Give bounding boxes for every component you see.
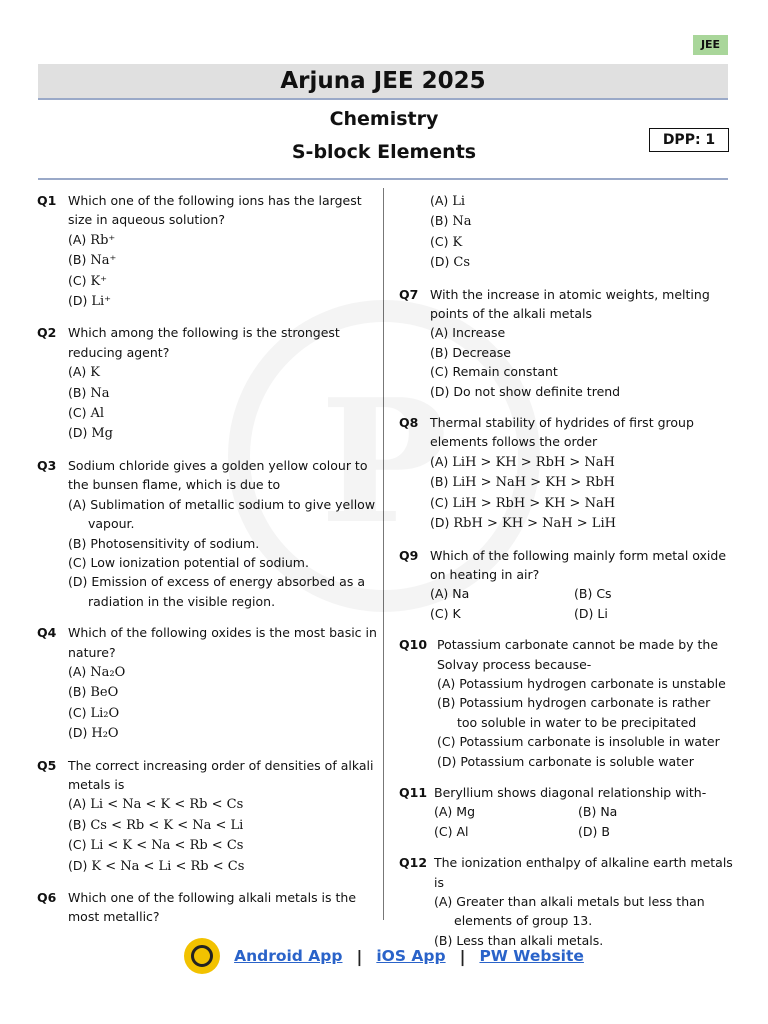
question-text: Which of the following oxides is the most basic in nature?: [68, 625, 377, 660]
option: (B) Potassium hydrogen carbonate is rather too soluble in water to be precipitated: [437, 695, 711, 730]
option: (D) Potassium carbonate is soluble water: [437, 753, 694, 769]
question-text: Which one of the following alkali metals is the most metallic?: [68, 890, 357, 925]
option: (C) Low ionization potential of sodium.: [68, 554, 309, 570]
option: (D) Cs: [430, 254, 470, 271]
option: (C) Al: [68, 405, 105, 422]
question-number: Q10: [399, 637, 428, 653]
option: (D) Li⁺: [68, 293, 112, 310]
option: (B) Less than alkali metals.: [434, 932, 604, 948]
option: (A) Greater than alkali metals but less than elements of group 13.: [434, 894, 705, 929]
customer-service-logo-icon: [184, 938, 220, 974]
option: (B) Photosensitivity of sodium.: [68, 535, 260, 551]
option: (D) K < Na < Li < Rb < Cs: [68, 857, 245, 874]
option: (C) Al: [434, 823, 469, 839]
question-q4: [37, 623, 377, 743]
option: (A) Li < Na < K < Rb < Cs: [68, 796, 244, 813]
option: (A) Li: [430, 193, 466, 209]
question-number: Q8: [399, 415, 419, 431]
option: (C) Potassium carbonate is insoluble in water: [437, 734, 720, 750]
question-number: Q1: [37, 193, 57, 208]
exam-badge: JEE: [693, 35, 728, 55]
separator: |: [356, 946, 363, 966]
option: (A) Increase: [430, 325, 506, 341]
ios-app-link[interactable]: iOS App: [376, 947, 446, 965]
header-divider: [38, 178, 728, 180]
option: (B) Cs < Rb < K < Na < Li: [68, 816, 244, 833]
question-q6: [37, 888, 377, 927]
option: (B) Na: [578, 804, 618, 820]
option: (B) Na: [430, 213, 472, 230]
question-text: The correct increasing order of densities of alkali metals is: [68, 757, 374, 792]
dpp-label: DPP: 1: [649, 128, 729, 152]
option: (A) Mg: [434, 804, 476, 820]
question-number: Q9: [399, 547, 419, 563]
question-text: Which one of the following ions has the largest size in aqueous solution?: [68, 193, 362, 228]
option: (A) Rb⁺: [68, 231, 116, 248]
option: (A) Potassium hydrogen carbonate is unstable: [437, 675, 726, 691]
option: (D) Li: [574, 605, 608, 621]
right-column: [399, 191, 734, 962]
question-number: Q4: [37, 625, 57, 641]
question-q9: [399, 546, 734, 624]
option: (D) B: [578, 823, 610, 839]
option: (C) Remain constant: [430, 364, 558, 380]
option: (B) Na: [68, 384, 110, 401]
question-text: Which among the following is the strongest reducing agent?: [68, 325, 340, 360]
question-text: Potassium carbonate cannot be made by the Solvay process because-: [437, 637, 719, 672]
question-number: Q5: [37, 757, 57, 773]
option: (A) Na₂O: [68, 663, 126, 680]
footer-links: [0, 936, 768, 976]
separator: |: [459, 946, 466, 966]
question-text: Thermal stability of hydrides of first group elements follows the order: [430, 415, 694, 450]
question-text: Beryllium shows diagonal relationship with-: [434, 784, 707, 800]
option: (D) Mg: [68, 425, 114, 442]
option: (D) RbH > KH > NaH > LiH: [430, 515, 616, 532]
question-text: The ionization enthalpy of alkaline earth metals is: [434, 855, 733, 890]
question-number: Q6: [37, 890, 57, 905]
question-number: Q2: [37, 325, 57, 341]
option: (D) Emission of excess of energy absorbed as a radiation in the visible region.: [68, 574, 365, 609]
question-q10: [399, 635, 734, 771]
page-title: Arjuna JEE 2025: [38, 64, 728, 100]
option: (B) Decrease: [430, 344, 511, 360]
question-q7: [399, 285, 734, 401]
option: (A) LiH > KH > RbH > NaH: [430, 453, 615, 470]
question-q11: [399, 783, 734, 841]
option: (D) H₂O: [68, 725, 119, 742]
question-text: With the increase in atomic weights, melting points of the alkali metals: [430, 286, 710, 322]
question-q8: [399, 413, 734, 533]
question-q6-options: [430, 191, 734, 273]
option: (C) K: [430, 233, 463, 250]
question-number: Q3: [37, 457, 57, 473]
left-column: [37, 191, 377, 939]
option: (D) Do not show definite trend: [430, 383, 621, 399]
question-q1: [37, 191, 377, 311]
option: (B) LiH > NaH > KH > RbH: [430, 474, 615, 491]
option: (A) Na: [430, 586, 470, 602]
android-app-link[interactable]: Android App: [234, 947, 343, 965]
subject-heading: Chemistry: [329, 108, 439, 130]
option: (B) Cs: [574, 586, 612, 602]
question-q2: [37, 323, 377, 443]
question-text: Which of the following mainly form metal oxide on heating in air?: [430, 547, 727, 582]
question-number: Q11: [399, 784, 428, 800]
option: (B) BeO: [68, 684, 119, 701]
option: (C) Li₂O: [68, 704, 120, 721]
question-text: Sodium chloride gives a golden yellow colour to the bunsen flame, which is due to: [68, 457, 368, 493]
chapter-heading: S-block Elements: [291, 141, 477, 163]
option: (C) LiH > RbH > KH > NaH: [430, 494, 616, 511]
question-number: Q7: [399, 286, 419, 302]
question-q3: [37, 456, 377, 611]
option: (A) Sublimation of metallic sodium to give yellow vapour.: [68, 496, 376, 532]
option: (C) K: [430, 605, 461, 621]
question-q5: [37, 756, 377, 876]
option: (C) K⁺: [68, 272, 108, 289]
option: (A) K: [68, 364, 101, 381]
option: (B) Na⁺: [68, 252, 117, 269]
pw-website-link[interactable]: PW Website: [479, 947, 584, 965]
option: (C) Li < K < Na < Rb < Cs: [68, 837, 244, 854]
question-number: Q12: [399, 855, 428, 871]
